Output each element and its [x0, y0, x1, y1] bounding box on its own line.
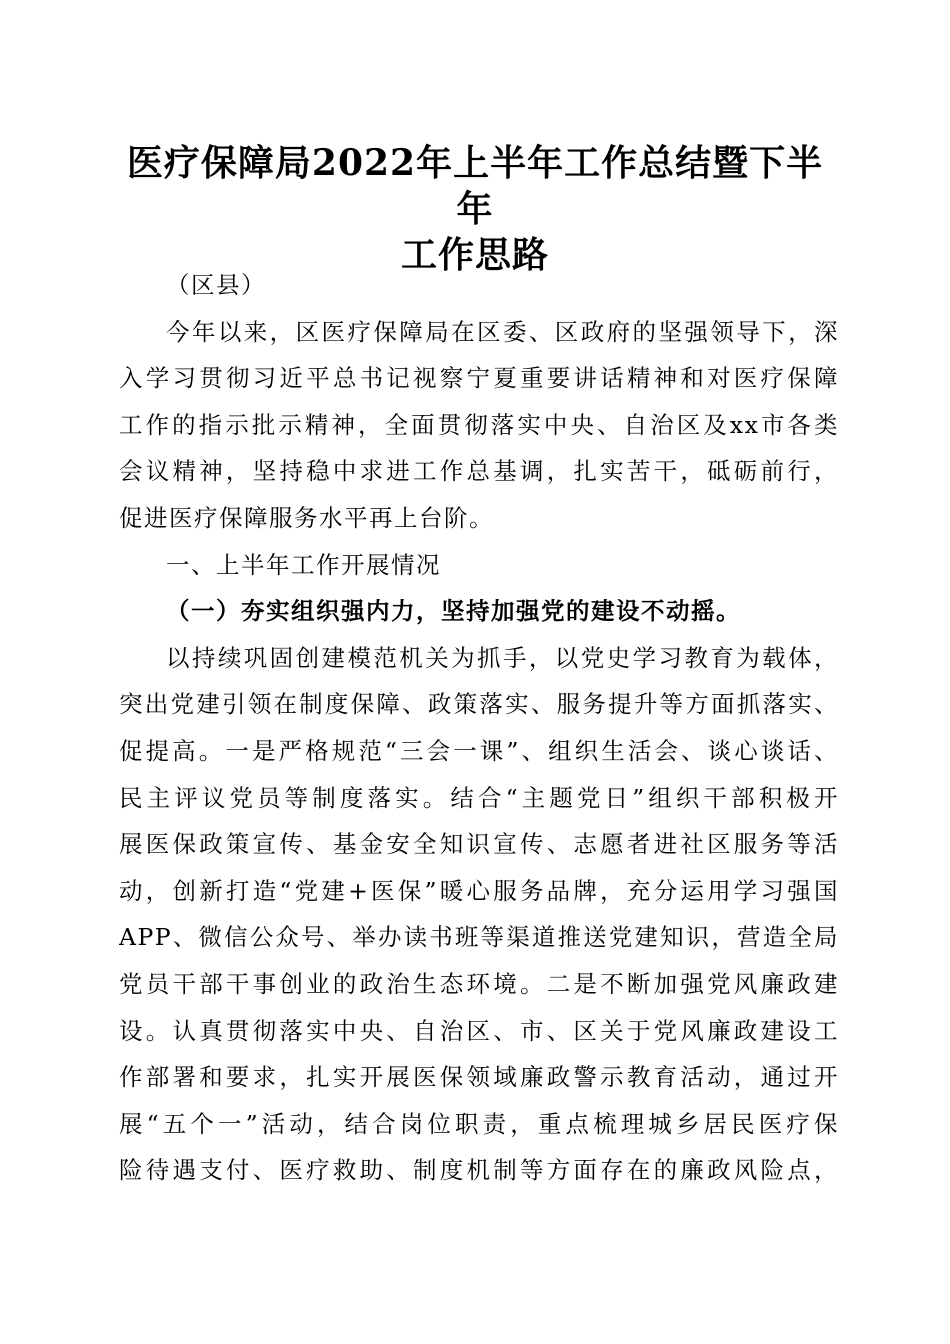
paragraph-line: 展“五个一”活动，结合岗位职责，重点梳理城乡居民医疗保	[119, 1109, 839, 1138]
paragraph-line: 突出党建引领在制度保障、政策落实、服务提升等方面抓落实、	[119, 690, 839, 719]
paragraph-line: 作部署和要求，扎实开展医保领域廉政警示教育活动，通过开	[119, 1063, 839, 1092]
subsection-heading: （一）夯实组织强内力，坚持加强党的建设不动摇。	[166, 597, 741, 626]
title-line-1: 医疗保障局2022年上半年工作总结暨下半年	[126, 142, 824, 230]
paragraph-line: 展医保政策宣传、基金安全知识宣传、志愿者进社区服务等活	[119, 830, 839, 859]
intro-line: 工作的指示批示精神，全面贯彻落实中央、自治区及xx市各类	[119, 410, 839, 439]
intro-line: 入学习贯彻习近平总书记视察宁夏重要讲话精神和对医疗保障	[119, 364, 839, 393]
paragraph-line: 险待遇支付、医疗救助、制度机制等方面存在的廉政风险点，	[119, 1156, 839, 1185]
author-note: （区县）	[166, 271, 266, 299]
paragraph-line: 民主评议党员等制度落实。结合“主题党日”组织干部积极开	[119, 783, 839, 812]
intro-line: 促进医疗保障服务水平再上台阶。	[119, 503, 494, 532]
paragraph-line: 设。认真贯彻落实中央、自治区、市、区关于党风廉政建设工	[119, 1016, 839, 1045]
paragraph-line: 动，创新打造“党建+医保”暖心服务品牌，充分运用学习强国	[119, 876, 839, 905]
document-body	[119, 262, 839, 1194]
document-title	[110, 140, 840, 278]
paragraph-line: 以持续巩固创建模范机关为抓手，以党史学习教育为载体，	[166, 643, 839, 672]
title-line-2: 工作思路	[400, 234, 549, 276]
intro-line: 会议精神，坚持稳中求进工作总基调，扎实苦干，砥砺前行，	[119, 457, 839, 486]
intro-line: 今年以来，区医疗保障局在区委、区政府的坚强领导下，深	[166, 317, 839, 346]
paragraph-line: 党员干部干事创业的政治生态环境。二是不断加强党风廉政建	[119, 969, 839, 998]
paragraph-line: 促提高。一是严格规范“三会一课”、组织生活会、谈心谈话、	[119, 736, 839, 765]
paragraph-line: APP、微信公众号、举办读书班等渠道推送党建知识，营造全局	[119, 923, 839, 952]
section-heading: 一、上半年工作开展情况	[166, 550, 441, 579]
